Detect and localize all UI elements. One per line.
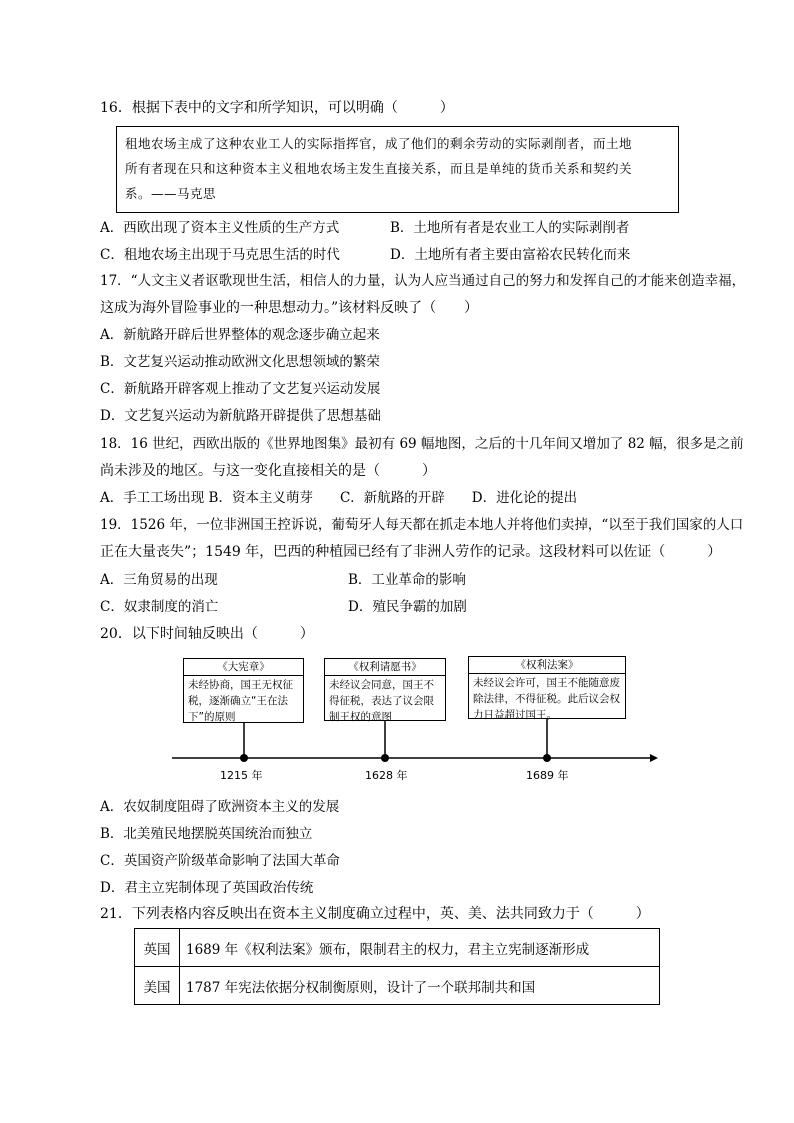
q16-quote-line-2: 所有者现在只和这种资本主义租地农场主发生直接关系，而且是单纯的货币关系和契约关 bbox=[125, 161, 633, 176]
timeline-year-1628: 1628 年 bbox=[365, 769, 408, 782]
timeline-box-magna-carta bbox=[183, 658, 304, 723]
timeline-text: 未经议会许可，国王不能随意废除法律，不得征税。此后议会权力日益超过国王。 bbox=[473, 677, 620, 721]
q21-stem: 21．下列表格内容反映出在资本主义制度确立过程中，英、美、法共同致力于（ ） bbox=[100, 906, 650, 922]
table-cell-country: 美国 bbox=[135, 967, 180, 1005]
table-row bbox=[135, 929, 660, 967]
q19-option-a: A．三角贸易的出现 bbox=[100, 572, 218, 588]
q19-option-b: B．工业革命的影响 bbox=[348, 572, 466, 588]
q17-stem-line-2: 这成为海外冒险事业的一种思想动力。”该材料反映了（ ） bbox=[100, 300, 479, 316]
q16-option-b: B．土地所有者是农业工人的实际剥削者 bbox=[390, 220, 630, 236]
q20-option-a: A．农奴制度阻碍了欧洲资本主义的发展 bbox=[100, 799, 340, 815]
timeline-text: 未经议会同意，国王不得征税，表达了议会限制王权的意图 bbox=[329, 679, 434, 723]
timeline-year-1215: 1215 年 bbox=[220, 769, 263, 782]
q16-option-c: C．租地农场主出现于马克思生活的时代 bbox=[100, 247, 340, 263]
q16-stem: 16．根据下表中的文字和所学知识，可以明确（ ） bbox=[100, 100, 454, 116]
timeline-box-bill-of-rights bbox=[468, 656, 626, 719]
table-cell-content: 1689 年《权利法案》颁布，限制君主的权力，君主立宪制逐渐形成 bbox=[180, 929, 660, 967]
q18-stem-line-2: 尚未涉及的地区。与这一变化直接相关的是（ ） bbox=[100, 463, 436, 479]
q20-option-b: B．北美殖民地摆脱英国统治而独立 bbox=[100, 826, 313, 842]
q17-option-c: C．新航路开辟客观上推动了文艺复兴运动发展 bbox=[100, 381, 381, 397]
q17-option-d: D．文艺复兴运动为新航路开辟提供了思想基础 bbox=[100, 408, 381, 424]
q19-stem-line-2: 正在大量丧失”；1549 年，巴西的种植园已经有了非洲人劳作的记录。这段材料可以佐证（ ） bbox=[100, 544, 722, 560]
q18-options: A．手工工场出现 B．资本主义萌芽 C．新航路的开辟 D．进化论的提出 bbox=[100, 490, 578, 506]
q16-option-a: A．西欧出现了资本主义性质的生产方式 bbox=[100, 220, 340, 236]
timeline-title: 《权利法案》 bbox=[469, 658, 625, 674]
timeline-title: 《权利请愿书》 bbox=[325, 660, 445, 676]
q16-quote-line-1: 租地农场主成了这种农业工人的实际指挥官，成了他们的剩余劳动的实际剥削者，而土地 bbox=[125, 136, 633, 151]
q16-option-d: D．土地所有者主要由富裕农民转化而来 bbox=[390, 247, 631, 263]
q21-table bbox=[134, 928, 660, 1005]
q16-quote-line-3: 系。——马克思 bbox=[125, 186, 217, 201]
q19-option-d: D．殖民争霸的加剧 bbox=[348, 599, 467, 615]
q19-stem-line-1: 19．1526 年，一位非洲国王控诉说，葡萄牙人每天都在抓走本地人并将他们卖掉，“以至于我们国家的人口 bbox=[100, 517, 744, 533]
table-row bbox=[135, 967, 660, 1005]
q17-option-a: A．新航路开辟后世界整体的观念逐步确立起来 bbox=[100, 327, 380, 343]
q18-stem-line-1: 18．16 世纪，西欧出版的《世界地图集》最初有 69 幅地图，之后的十几年间又增加了 82 幅，很多是之前 bbox=[100, 436, 744, 452]
q19-option-c: C．奴隶制度的消亡 bbox=[100, 599, 219, 615]
timeline-box-petition-of-right bbox=[324, 658, 446, 721]
q20-option-d: D．君主立宪制体现了英国政治传统 bbox=[100, 880, 314, 896]
q20-stem: 20．以下时间轴反映出（ ） bbox=[100, 626, 314, 642]
timeline-year-1689: 1689 年 bbox=[526, 769, 569, 782]
q17-option-b: B．文艺复兴运动推动欧洲文化思想领域的繁荣 bbox=[100, 354, 380, 370]
table-cell-country: 英国 bbox=[135, 929, 180, 967]
timeline-title: 《大宪章》 bbox=[184, 660, 303, 676]
q17-stem-line-1: 17．“人文主义者讴歌现世生活，相信人的力量，认为人应当通过自己的努力和发挥自己的才能来创造幸福， bbox=[100, 273, 746, 289]
q20-option-c: C．英国资产阶级革命影响了法国大革命 bbox=[100, 853, 340, 869]
table-cell-content: 1787 年宪法依据分权制衡原则，设计了一个联邦制共和国 bbox=[180, 967, 660, 1005]
timeline-text: 未经协商，国王无权征税，逐渐确立“王在法下”的原则 bbox=[188, 679, 293, 723]
